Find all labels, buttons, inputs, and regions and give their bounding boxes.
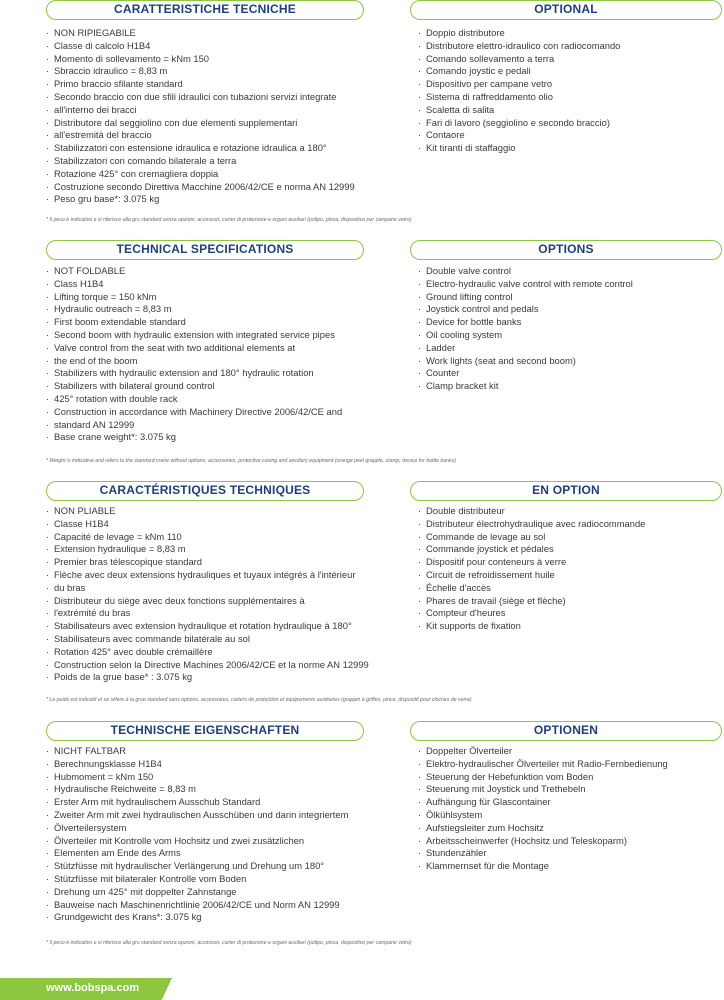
- option-item: · Ladder: [418, 342, 633, 355]
- option-item: · Klammernset für die Montage: [418, 860, 668, 873]
- option-item: · Double distributeur: [418, 505, 645, 518]
- footnote-en: * Weight is indicative and refers to the standard crane without options, accessories, protective casing and ancillary equipment (orange peel grapple, clamp, device for bottle banks): [46, 458, 456, 464]
- section-title-fr: CARACTÉRISTIQUES TECHNIQUES: [46, 481, 364, 501]
- spec-item: · Primo braccio sfilante standard: [46, 78, 355, 91]
- spec-item: · Stabilisateurs avec commande bilatérale au sol: [46, 633, 369, 646]
- option-item: · Contaore: [418, 129, 620, 142]
- spec-item: · Hubmoment = kNm 150: [46, 771, 348, 784]
- option-item: · Kit tiranti di staffaggio: [418, 142, 620, 155]
- spec-item: · Second boom with hydraulic extension with integrated service pipes: [46, 329, 342, 342]
- option-item: · Joystick control and pedals: [418, 303, 633, 316]
- options-title-fr: EN OPTION: [410, 481, 722, 501]
- spec-item: · Grundgewicht des Krans*: 3.075 kg: [46, 911, 348, 924]
- option-item: · Oil cooling system: [418, 329, 633, 342]
- spec-item: · Rotazione 425° con cremagliera doppia: [46, 168, 355, 181]
- spec-item: · Zweiter Arm mit zwei hydraulischen Ausschüben und darin integriertem: [46, 809, 348, 822]
- spec-item: · Lifting torque = 150 kNm: [46, 291, 342, 304]
- spec-item: · Stabilizers with bilateral ground control: [46, 380, 342, 393]
- option-item: · Distributeur électrohydraulique avec radiocommande: [418, 518, 645, 531]
- option-item: · Distributore elettro-idraulico con radiocomando: [418, 40, 620, 53]
- options-list-fr: [418, 505, 645, 633]
- spec-item: · Stabilizzatori con estensione idraulica e rotazione idraulica a 180°: [46, 142, 355, 155]
- option-item: · Phares de travail (siège et flèche): [418, 595, 645, 608]
- spec-item: · Ölverteiler mit Kontrolle vom Hochsitz und zwei zusätzlichen: [46, 835, 348, 848]
- spec-item: · Ölverteilersystem: [46, 822, 348, 835]
- options-list-de: [418, 745, 668, 873]
- specs-list-en: [46, 265, 342, 444]
- options-list-en: [418, 265, 633, 393]
- website-link[interactable]: www.bobspa.com: [46, 982, 140, 994]
- option-item: · Comando sollevamento a terra: [418, 53, 620, 66]
- spec-item: · NICHT FALTBAR: [46, 745, 348, 758]
- option-item: · Electro-hydraulic valve control with remote control: [418, 278, 633, 291]
- option-item: · Échelle d'accès: [418, 582, 645, 595]
- spec-item: · Base crane weight*: 3.075 kg: [46, 431, 342, 444]
- option-item: · Dispositif pour conteneurs à verre: [418, 556, 645, 569]
- spec-item: · Peso gru base*: 3.075 kg: [46, 193, 355, 206]
- spec-item: · Momento di sollevamento = kNm 150: [46, 53, 355, 66]
- spec-item: · Construction selon la Directive Machines 2006/42/CE et la norme AN 12999: [46, 659, 369, 672]
- spec-item: · Construction in accordance with Machinery Directive 2006/42/CE and: [46, 406, 342, 419]
- option-item: · Counter: [418, 367, 633, 380]
- option-item: · Sistema di raffreddamento olio: [418, 91, 620, 104]
- spec-item: · l'extrémité du bras: [46, 607, 369, 620]
- option-item: · Steuerung der Hebefunktion vom Boden: [418, 771, 668, 784]
- option-item: · Comando joystic e pedali: [418, 65, 620, 78]
- footnote-fr: * Le poids est indicatif et se réfère à la grue standard sans options, accessoires, carters de protection et équipements auxiliaires (grappin à griffes, pince, dispositif pour cloches de verre): [46, 697, 472, 703]
- spec-item: · the end of the boom: [46, 355, 342, 368]
- option-item: · Stundenzähler: [418, 847, 668, 860]
- spec-item: · all'estremità del braccio: [46, 129, 355, 142]
- option-item: · Doppio distributore: [418, 27, 620, 40]
- spec-item: · Stabilizzatori con comando bilaterale a terra: [46, 155, 355, 168]
- spec-item: · NON RIPIEGABILE: [46, 27, 355, 40]
- spec-item: · standard AN 12999: [46, 419, 342, 432]
- spec-item: · Distributore dal seggiolino con due elementi supplementari: [46, 117, 355, 130]
- spec-item: · du bras: [46, 582, 369, 595]
- spec-item: · Distributeur du siège avec deux fonctions supplémentaires à: [46, 595, 369, 608]
- option-item: · Clamp bracket kit: [418, 380, 633, 393]
- spec-item: · First boom extendable standard: [46, 316, 342, 329]
- spec-item: · Poids de la grue base* : 3.075 kg: [46, 671, 369, 684]
- option-item: · Aufhängung für Glascontainer: [418, 796, 668, 809]
- spec-item: · Capacité de levage = kNm 110: [46, 531, 369, 544]
- option-item: · Ölkühlsystem: [418, 809, 668, 822]
- spec-item: · Class H1B4: [46, 278, 342, 291]
- option-item: · Steuerung mit Joystick und Trethebeln: [418, 783, 668, 796]
- option-item: · Kit supports de fixation: [418, 620, 645, 633]
- spec-item: · Sbraccio idraulico = 8,83 m: [46, 65, 355, 78]
- spec-item: · all'interno dei bracci: [46, 104, 355, 117]
- spec-item: · Stabilizers with hydraulic extension and 180° hydraulic rotation: [46, 367, 342, 380]
- option-item: · Elektro-hydraulischer Ölverteiler mit Radio-Fernbedienung: [418, 758, 668, 771]
- section-title-de: TECHNISCHE EIGENSCHAFTEN: [46, 721, 364, 741]
- spec-item: · Classe H1B4: [46, 518, 369, 531]
- option-item: · Commande joystick et pédales: [418, 543, 645, 556]
- option-item: · Work lights (seat and second boom): [418, 355, 633, 368]
- spec-item: · 425° rotation with double rack: [46, 393, 342, 406]
- section-title-en: TECHNICAL SPECIFICATIONS: [46, 240, 364, 260]
- spec-item: · Elementen am Ende des Arms: [46, 847, 348, 860]
- footnote-it: * Il peso è indicativo e si riferisce alla gru standard senza opzioni, accessori, carter di protezione e organi ausiliari (polipo, pinza, dispositivo per campane vetro): [46, 217, 412, 223]
- footnote-de: * Il peso è indicativo e si riferisce alla gru standard senza opzioni, accessori, carter di protezione e organi ausiliari (polipo, pinza, dispositivo per campane vetro): [46, 940, 412, 946]
- option-item: · Circuit de refroidissement huile: [418, 569, 645, 582]
- option-item: · Arbeitsscheinwerfer (Hochsitz und Teleskoparm): [418, 835, 668, 848]
- spec-item: · Hydraulic outreach = 8,83 m: [46, 303, 342, 316]
- spec-item: · Erster Arm mit hydraulischem Ausschub Standard: [46, 796, 348, 809]
- options-list-it: [418, 27, 620, 155]
- option-item: · Dispositivo per campane vetro: [418, 78, 620, 91]
- option-item: · Aufstiegsleiter zum Hochsitz: [418, 822, 668, 835]
- specs-list-fr: [46, 505, 369, 684]
- spec-item: · Valve control from the seat with two additional elements at: [46, 342, 342, 355]
- spec-item: · Drehung um 425° mit doppelter Zahnstange: [46, 886, 348, 899]
- options-title-it: OPTIONAL: [410, 0, 722, 20]
- section-title-it: CARATTERISTICHE TECNICHE: [46, 0, 364, 20]
- spec-item: · Premier bras télescopique standard: [46, 556, 369, 569]
- option-item: · Double valve control: [418, 265, 633, 278]
- option-item: · Commande de levage au sol: [418, 531, 645, 544]
- spec-item: · Secondo braccio con due sfili idraulici con tubazioni servizi integrate: [46, 91, 355, 104]
- option-item: · Doppelter Ölverteiler: [418, 745, 668, 758]
- option-item: · Device for bottle banks: [418, 316, 633, 329]
- spec-item: · Costruzione secondo Direttiva Macchine 2006/42/CE e norma AN 12999: [46, 181, 355, 194]
- spec-item: · Flèche avec deux extensions hydrauliques et tuyaux intégrés à l'intérieur: [46, 569, 369, 582]
- spec-item: · Stützfüsse mit bilateraler Kontrolle vom Boden: [46, 873, 348, 886]
- spec-item: · NOT FOLDABLE: [46, 265, 342, 278]
- spec-item: · Stützfüsse mit hydraulischer Verlängerung und Drehung um 180°: [46, 860, 348, 873]
- option-item: · Scaletta di salita: [418, 104, 620, 117]
- options-title-de: OPTIONEN: [410, 721, 722, 741]
- spec-item: · Hydraulische Reichweite = 8,83 m: [46, 783, 348, 796]
- spec-item: · Bauweise nach Maschinenrichtlinie 2006/42/CE und Norm AN 12999: [46, 899, 348, 912]
- options-title-en: OPTIONS: [410, 240, 722, 260]
- spec-item: · NON PLIABLE: [46, 505, 369, 518]
- specs-list-de: [46, 745, 348, 924]
- specs-list-it: [46, 27, 355, 206]
- option-item: · Fari di lavoro (seggiolino e secondo braccio): [418, 117, 620, 130]
- spec-item: · Rotation 425° avec double crémaillère: [46, 646, 369, 659]
- spec-item: · Berechnungsklasse H1B4: [46, 758, 348, 771]
- spec-item: · Classe di calcolo H1B4: [46, 40, 355, 53]
- option-item: · Ground lifting control: [418, 291, 633, 304]
- spec-item: · Stabilisateurs avec extension hydraulique et rotation hydraulique à 180°: [46, 620, 369, 633]
- spec-item: · Extension hydraulique = 8,83 m: [46, 543, 369, 556]
- option-item: · Compteur d'heures: [418, 607, 645, 620]
